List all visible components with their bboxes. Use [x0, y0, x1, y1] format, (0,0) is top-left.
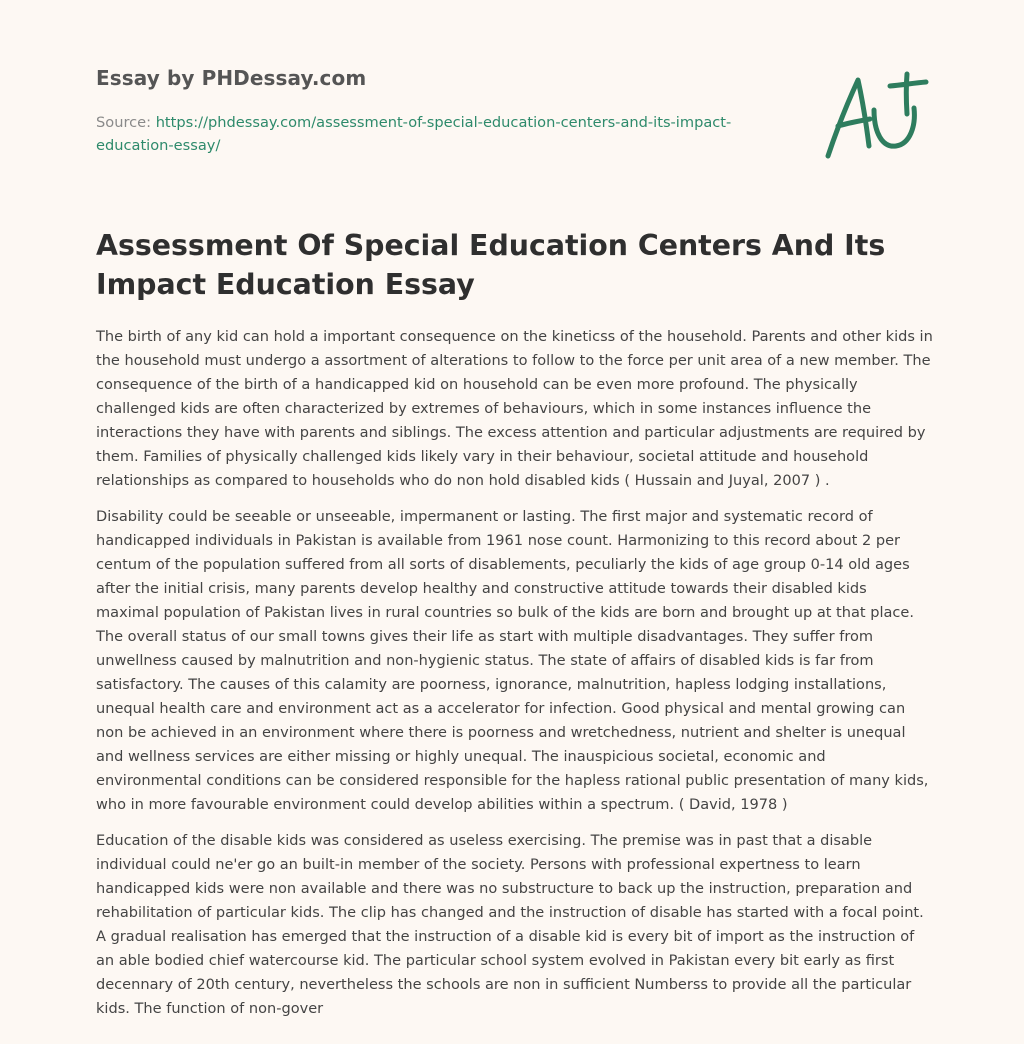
essay-body — [96, 325, 934, 1033]
source-url-part-2: education-essay/ — [96, 137, 221, 154]
source-label: Source: — [96, 114, 156, 131]
essay-title: Assessment Of Special Education Centers And Its Impact Education Essay — [96, 229, 886, 301]
source-link[interactable] — [96, 114, 731, 154]
site-brand: Essay by PHDessay.com — [96, 66, 367, 90]
paragraph: The birth of any kid can hold a important consequence on the kineticss of the household. Parents and other kids in the household must undergo a assortment of alterations to follow to the force per unit area of a new member. The consequence of the birth of a handicapped kid on household can be even more profound. The physically challenged kids are often characterized by extremes of behaviours, which in some instances influence the interactions they have with parents and siblings. The excess attention and particular adjustments are required by them. Families of physically challenged kids likely vary in their behaviour, societal attitude and household relationships as compared to households who do non hold disabled kids ( Hussain and Juyal, 2007 ) . — [96, 328, 933, 489]
source-line — [96, 111, 796, 157]
paragraph: Disability could be seeable or unseeable, impermanent or lasting. The first major and systematic record of handicapped individuals in Pakistan is available from 1961 nose count. Harmonizing to this record about 2 per centum of the population suffered from all sorts of disablements, peculiarly the kids of age group 0-14 old ages after the initial crisis, many parents develop healthy and constructive attitude towards their disabled kids maximal population of Pakistan lives in rural countries so bulk of the kids are born and brought up at that place. The overall status of our small towns gives their life as start with multiple disadvantages. They suffer from unwellness caused by malnutrition and non-hygienic status. The state of affairs of disabled kids is far from satisfactory. The causes of this calamity are poorness, ignorance, malnutrition, hapless lodging installations, unequal health care and environment act as a accelerator for infection. Good physical and mental growing can non be achieved in an environment where there is poorness and wretchedness, nutrient and shelter is unequal and wellness services are either missing or highly unequal. The inauspicious societal, economic and environmental conditions can be considered responsible for the hapless rational public presentation of many kids, who in more favourable environment could develop abilities within a spectrum. ( David, 1978 ) — [96, 508, 929, 813]
a-plus-logo-icon — [822, 70, 932, 162]
source-url-part-1: https://phdessay.com/assessment-of-special-education-centers-and-its-impact- — [155, 114, 732, 131]
paragraph: Education of the disable kids was considered as useless exercising. The premise was in past that a disable individual could ne'er go an built-in member of the society. Persons with professional expertness to learn handicapped kids were non available and there was no substructure to back up the instruction, preparation and rehabilitation of particular kids. The clip has changed and the instruction of disable has started with a focal point. A gradual realisation has emerged that the instruction of a disable kid is every bit of import as the instruction of an able bodied chief watercourse kid. The particular school system evolved in Pakistan every bit early as first decennary of 20th century, nevertheless the schools are non in sufficient Numberss to provide all the particular kids. The function of non-gover — [96, 832, 924, 1017]
